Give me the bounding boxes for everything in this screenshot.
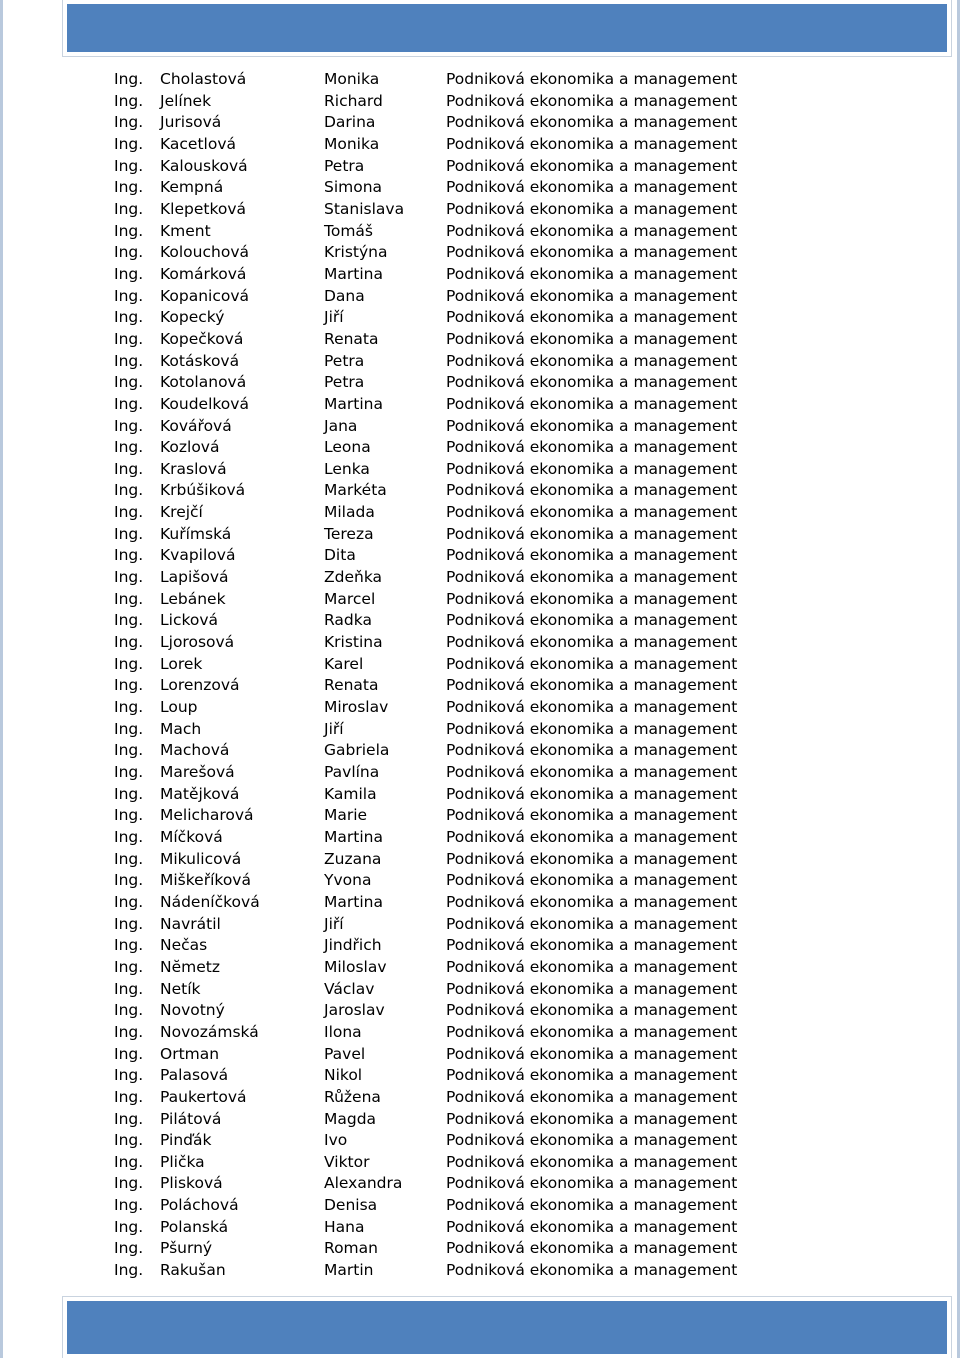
list-item: [114, 502, 834, 524]
surname: Krejčí: [160, 503, 203, 522]
page-frame-left: [0, 0, 3, 1358]
first-name: Richard: [324, 91, 383, 110]
surname: Matějková: [160, 784, 240, 803]
first-name: Tereza: [324, 524, 374, 543]
first-name: Monika: [324, 70, 380, 88]
first-name: Dita: [324, 546, 356, 565]
academic-title: Ing.: [114, 1109, 144, 1128]
first-name: Hana: [324, 1217, 365, 1236]
first-name: Kristina: [324, 633, 383, 652]
academic-title: Ing.: [114, 308, 144, 327]
list-item: [114, 1109, 834, 1131]
list-item: [114, 199, 834, 221]
list-item: [114, 545, 834, 567]
academic-title: Ing.: [114, 156, 144, 175]
academic-title: Ing.: [114, 113, 144, 132]
academic-title: Ing.: [114, 1152, 144, 1171]
academic-title: Ing.: [114, 871, 144, 890]
surname: Poláchová: [160, 1196, 239, 1215]
list-item: [114, 264, 834, 286]
study-field: Podniková ekonomika a management: [446, 1152, 738, 1171]
first-name: Martin: [324, 1261, 374, 1280]
list-item: [114, 1152, 834, 1174]
academic-title: Ing.: [114, 568, 144, 587]
academic-title: Ing.: [114, 481, 144, 500]
surname: Kopanicová: [160, 286, 250, 305]
list-item: [114, 654, 834, 676]
surname: Kvapilová: [160, 546, 236, 565]
list-item: [114, 892, 834, 914]
first-name: Magda: [324, 1109, 377, 1128]
surname: Novotný: [160, 1001, 225, 1020]
academic-title: Ing.: [114, 957, 144, 976]
study-field: Podniková ekonomika a management: [446, 1001, 738, 1020]
academic-title: Ing.: [114, 914, 144, 933]
surname: Míčková: [160, 827, 223, 846]
academic-title: Ing.: [114, 1174, 144, 1193]
surname: Paukertová: [160, 1087, 247, 1106]
list-item: [114, 1022, 834, 1044]
first-name: Václav: [324, 979, 375, 998]
study-field: Podniková ekonomika a management: [446, 1196, 738, 1215]
list-item: [114, 459, 834, 481]
first-name: Ilona: [324, 1022, 362, 1041]
study-field: Podniková ekonomika a management: [446, 134, 738, 153]
list-item: [114, 849, 834, 871]
study-field: Podniková ekonomika a management: [446, 373, 738, 392]
first-name: Denisa: [324, 1196, 378, 1215]
academic-title: Ing.: [114, 546, 144, 565]
surname: Licková: [160, 611, 219, 630]
surname: Ortman: [160, 1044, 220, 1063]
footer-band-fill: [67, 1301, 947, 1354]
first-name: Miroslav: [324, 698, 389, 717]
academic-title: Ing.: [114, 243, 144, 262]
study-field: Podniková ekonomika a management: [446, 936, 738, 955]
surname: Miškeříková: [160, 871, 251, 890]
first-name: Petra: [324, 156, 365, 175]
academic-title: Ing.: [114, 719, 144, 738]
study-field: Podniková ekonomika a management: [446, 676, 738, 695]
first-name: Jana: [324, 416, 358, 435]
study-field: Podniková ekonomika a management: [446, 308, 738, 327]
list-item: [114, 1087, 834, 1109]
academic-title: Ing.: [114, 654, 144, 673]
first-name: Stanislava: [324, 199, 405, 218]
academic-title: Ing.: [114, 503, 144, 522]
study-field: Podniková ekonomika a management: [446, 286, 738, 305]
study-field: Podniková ekonomika a management: [446, 113, 738, 132]
first-name: Ivo: [324, 1131, 348, 1150]
list-item: [114, 740, 834, 762]
first-name: Tomáš: [324, 221, 373, 240]
academic-title: Ing.: [114, 1001, 144, 1020]
list-item: [114, 480, 834, 502]
first-name: Lenka: [324, 459, 370, 478]
study-field: Podniková ekonomika a management: [446, 784, 738, 803]
surname: Plisková: [160, 1174, 223, 1193]
list-item: [114, 784, 834, 806]
first-name: Marcel: [324, 589, 376, 608]
list-item: [114, 437, 834, 459]
graduates-list: [114, 69, 834, 1282]
study-field: Podniková ekonomika a management: [446, 351, 738, 370]
academic-title: Ing.: [114, 373, 144, 392]
list-item: [114, 1238, 834, 1260]
list-item: [114, 935, 834, 957]
study-field: Podniková ekonomika a management: [446, 481, 738, 500]
study-field: Podniková ekonomika a management: [446, 221, 738, 240]
study-field: Podniková ekonomika a management: [446, 827, 738, 846]
academic-title: Ing.: [114, 70, 144, 88]
study-field: Podniková ekonomika a management: [446, 654, 738, 673]
study-field: Podniková ekonomika a management: [446, 546, 738, 565]
surname: Kraslová: [160, 459, 227, 478]
surname: Kotásková: [160, 351, 240, 370]
academic-title: Ing.: [114, 1066, 144, 1085]
study-field: Podniková ekonomika a management: [446, 329, 738, 348]
study-field: Podniková ekonomika a management: [446, 719, 738, 738]
list-item: [114, 762, 834, 784]
surname: Polanská: [160, 1217, 229, 1236]
academic-title: Ing.: [114, 589, 144, 608]
first-name: Alexandra: [324, 1174, 403, 1193]
list-item: [114, 242, 834, 264]
surname: Novozámská: [160, 1022, 259, 1041]
academic-title: Ing.: [114, 394, 144, 413]
first-name: Jiří: [324, 308, 344, 327]
surname: Lebánek: [160, 589, 226, 608]
surname: Klepetková: [160, 199, 247, 218]
study-field: Podniková ekonomika a management: [446, 1217, 738, 1236]
list-item: [114, 675, 834, 697]
academic-title: Ing.: [114, 892, 144, 911]
study-field: Podniková ekonomika a management: [446, 633, 738, 652]
surname: Cholastová: [160, 70, 247, 88]
first-name: Nikol: [324, 1066, 363, 1085]
first-name: Martina: [324, 394, 383, 413]
first-name: Renata: [324, 329, 379, 348]
first-name: Darina: [324, 113, 376, 132]
surname: Kacetlová: [160, 134, 236, 153]
surname: Melicharová: [160, 806, 254, 825]
study-field: Podniková ekonomika a management: [446, 763, 738, 781]
surname: Nĕmetz: [160, 957, 220, 976]
study-field: Podniková ekonomika a management: [446, 416, 738, 435]
list-item: [114, 957, 834, 979]
list-item: [114, 351, 834, 373]
surname: Koudelková: [160, 394, 249, 413]
list-item: [114, 1065, 834, 1087]
first-name: Petra: [324, 373, 365, 392]
first-name: Monika: [324, 134, 380, 153]
study-field: Podniková ekonomika a management: [446, 1131, 738, 1150]
academic-title: Ing.: [114, 784, 144, 803]
list-item: [114, 112, 834, 134]
list-item: [114, 632, 834, 654]
list-item: [114, 697, 834, 719]
first-name: Roman: [324, 1239, 378, 1258]
first-name: Radka: [324, 611, 372, 630]
study-field: Podniková ekonomika a management: [446, 568, 738, 587]
surname: Nečas: [160, 936, 208, 955]
list-item: [114, 524, 834, 546]
first-name: Viktor: [324, 1152, 370, 1171]
study-field: Podniková ekonomika a management: [446, 589, 738, 608]
academic-title: Ing.: [114, 849, 144, 868]
first-name: Miloslav: [324, 957, 387, 976]
footer-band: [62, 1296, 952, 1358]
list-item: [114, 91, 834, 113]
surname: Plička: [160, 1152, 205, 1171]
first-name: Jindřich: [324, 936, 382, 955]
study-field: Podniková ekonomika a management: [446, 1022, 738, 1041]
list-item: [114, 177, 834, 199]
academic-title: Ing.: [114, 741, 144, 760]
study-field: Podniková ekonomika a management: [446, 156, 738, 175]
list-item: [114, 1130, 834, 1152]
list-item: [114, 372, 834, 394]
academic-title: Ing.: [114, 1196, 144, 1215]
study-field: Podniková ekonomika a management: [446, 264, 738, 283]
study-field: Podniková ekonomika a management: [446, 979, 738, 998]
surname: Kopecký: [160, 308, 225, 327]
academic-title: Ing.: [114, 264, 144, 283]
list-item: [114, 1044, 834, 1066]
surname: Kalousková: [160, 156, 248, 175]
surname: Marešová: [160, 763, 235, 781]
study-field: Podniková ekonomika a management: [446, 1239, 738, 1258]
study-field: Podniková ekonomika a management: [446, 1066, 738, 1085]
academic-title: Ing.: [114, 178, 144, 197]
first-name: Martina: [324, 264, 383, 283]
surname: Kolouchová: [160, 243, 249, 262]
academic-title: Ing.: [114, 134, 144, 153]
list-item: [114, 1000, 834, 1022]
list-item: [114, 307, 834, 329]
list-item: [114, 69, 834, 91]
academic-title: Ing.: [114, 611, 144, 630]
surname: Mikulicová: [160, 849, 242, 868]
academic-title: Ing.: [114, 1044, 144, 1063]
study-field: Podniková ekonomika a management: [446, 1174, 738, 1193]
study-field: Podniková ekonomika a management: [446, 178, 738, 197]
academic-title: Ing.: [114, 1022, 144, 1041]
first-name: Jiří: [324, 719, 344, 738]
academic-title: Ing.: [114, 91, 144, 110]
surname: Lorek: [160, 654, 203, 673]
list-item: [114, 914, 834, 936]
study-field: Podniková ekonomika a management: [446, 243, 738, 262]
first-name: Leona: [324, 438, 371, 457]
header-band-fill: [67, 4, 947, 52]
list-item: [114, 589, 834, 611]
academic-title: Ing.: [114, 459, 144, 478]
study-field: Podniková ekonomika a management: [446, 957, 738, 976]
first-name: Zdeňka: [324, 568, 383, 587]
surname: Nádeníčková: [160, 892, 260, 911]
academic-title: Ing.: [114, 763, 144, 781]
surname: Kozlová: [160, 438, 220, 457]
surname: Palasová: [160, 1066, 229, 1085]
list-item: [114, 719, 834, 741]
first-name: Kristýna: [324, 243, 388, 262]
study-field: Podniková ekonomika a management: [446, 611, 738, 630]
study-field: Podniková ekonomika a management: [446, 849, 738, 868]
first-name: Simona: [324, 178, 383, 197]
list-item: [114, 1260, 834, 1282]
surname: Mach: [160, 719, 202, 738]
academic-title: Ing.: [114, 199, 144, 218]
surname: Netík: [160, 979, 201, 998]
study-field: Podniková ekonomika a management: [446, 199, 738, 218]
list-item: [114, 416, 834, 438]
list-item: [114, 134, 834, 156]
study-field: Podniková ekonomika a management: [446, 914, 738, 933]
study-field: Podniková ekonomika a management: [446, 394, 738, 413]
study-field: Podniková ekonomika a management: [446, 741, 738, 760]
list-item: [114, 827, 834, 849]
academic-title: Ing.: [114, 698, 144, 717]
academic-title: Ing.: [114, 524, 144, 543]
list-item: [114, 870, 834, 892]
first-name: Yvona: [324, 871, 372, 890]
surname: Kment: [160, 221, 211, 240]
study-field: Podniková ekonomika a management: [446, 1087, 738, 1106]
list-item: [114, 394, 834, 416]
study-field: Podniková ekonomika a management: [446, 806, 738, 825]
first-name: Martina: [324, 827, 383, 846]
academic-title: Ing.: [114, 438, 144, 457]
list-item: [114, 979, 834, 1001]
first-name: Marie: [324, 806, 368, 825]
list-item: [114, 156, 834, 178]
study-field: Podniková ekonomika a management: [446, 70, 738, 88]
list-item: [114, 567, 834, 589]
academic-title: Ing.: [114, 1131, 144, 1150]
list-item: [114, 610, 834, 632]
surname: Jurisová: [160, 113, 222, 132]
surname: Loup: [160, 698, 198, 717]
first-name: Martina: [324, 892, 383, 911]
surname: Kempná: [160, 178, 224, 197]
surname: Kovářová: [160, 416, 232, 435]
list-item: [114, 221, 834, 243]
study-field: Podniková ekonomika a management: [446, 1044, 738, 1063]
study-field: Podniková ekonomika a management: [446, 438, 738, 457]
academic-title: Ing.: [114, 676, 144, 695]
surname: Kopečková: [160, 329, 244, 348]
surname: Pšurný: [160, 1239, 213, 1258]
academic-title: Ing.: [114, 806, 144, 825]
surname: Kotolanová: [160, 373, 247, 392]
study-field: Podniková ekonomika a management: [446, 91, 738, 110]
first-name: Pavlína: [324, 763, 380, 781]
surname: Pinďák: [160, 1131, 212, 1150]
surname: Navrátil: [160, 914, 221, 933]
list-item: [114, 1195, 834, 1217]
first-name: Renata: [324, 676, 379, 695]
academic-title: Ing.: [114, 1261, 144, 1280]
study-field: Podniková ekonomika a management: [446, 698, 738, 717]
list-item: [114, 805, 834, 827]
first-name: Petra: [324, 351, 365, 370]
first-name: Pavel: [324, 1044, 366, 1063]
surname: Pilátová: [160, 1109, 222, 1128]
academic-title: Ing.: [114, 1239, 144, 1258]
list-item: [114, 329, 834, 351]
first-name: Markéta: [324, 481, 387, 500]
academic-title: Ing.: [114, 633, 144, 652]
list-item: [114, 1173, 834, 1195]
first-name: Jiří: [324, 914, 344, 933]
surname: Lapišová: [160, 568, 229, 587]
first-name: Růžena: [324, 1087, 381, 1106]
study-field: Podniková ekonomika a management: [446, 524, 738, 543]
list-item: [114, 1217, 834, 1239]
study-field: Podniková ekonomika a management: [446, 1109, 738, 1128]
academic-title: Ing.: [114, 827, 144, 846]
surname: Komárková: [160, 264, 247, 283]
academic-title: Ing.: [114, 979, 144, 998]
list-item: [114, 286, 834, 308]
first-name: Zuzana: [324, 849, 382, 868]
surname: Kuřímská: [160, 524, 232, 543]
academic-title: Ing.: [114, 936, 144, 955]
header-band: [62, 0, 952, 57]
surname: Ljorosová: [160, 633, 235, 652]
first-name: Milada: [324, 503, 375, 522]
first-name: Karel: [324, 654, 364, 673]
academic-title: Ing.: [114, 1217, 144, 1236]
academic-title: Ing.: [114, 221, 144, 240]
surname: Krbúšiková: [160, 481, 246, 500]
study-field: Podniková ekonomika a management: [446, 1261, 738, 1280]
surname: Lorenzová: [160, 676, 240, 695]
academic-title: Ing.: [114, 351, 144, 370]
first-name: Jaroslav: [324, 1001, 385, 1020]
study-field: Podniková ekonomika a management: [446, 892, 738, 911]
first-name: Gabriela: [324, 741, 390, 760]
surname: Jelínek: [160, 91, 212, 110]
surname: Rakušan: [160, 1261, 226, 1280]
academic-title: Ing.: [114, 329, 144, 348]
academic-title: Ing.: [114, 416, 144, 435]
first-name: Dana: [324, 286, 365, 305]
study-field: Podniková ekonomika a management: [446, 503, 738, 522]
academic-title: Ing.: [114, 286, 144, 305]
study-field: Podniková ekonomika a management: [446, 459, 738, 478]
first-name: Kamila: [324, 784, 377, 803]
study-field: Podniková ekonomika a management: [446, 871, 738, 890]
surname: Machová: [160, 741, 230, 760]
academic-title: Ing.: [114, 1087, 144, 1106]
